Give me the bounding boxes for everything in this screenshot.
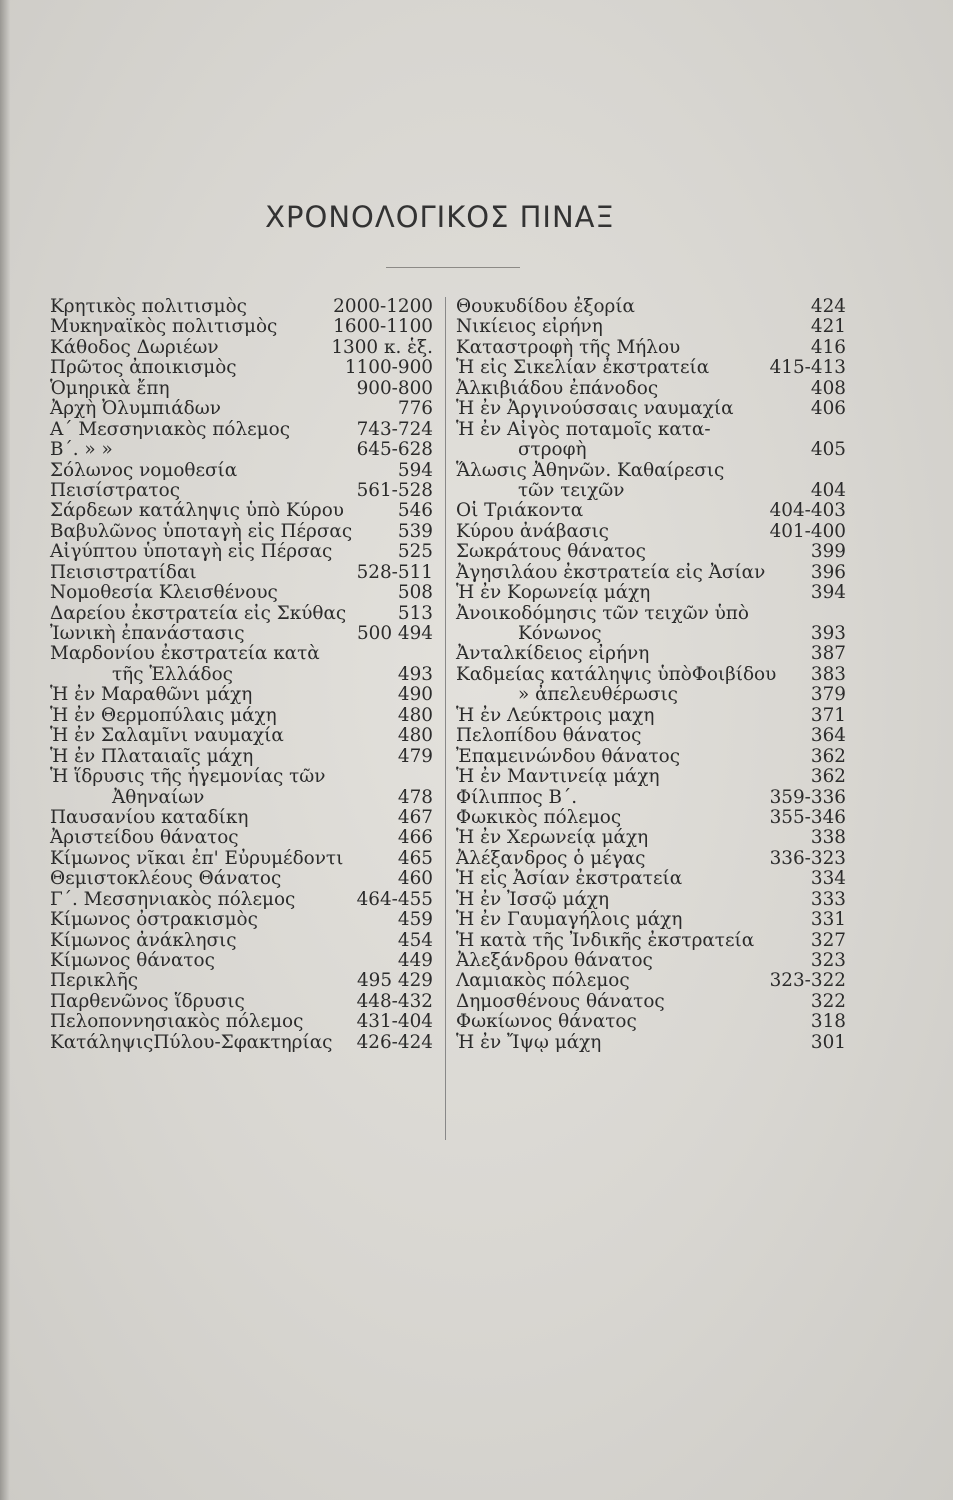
event-label: ΚατάληψιςΠύλου-Σφακτηρίας [50,1031,333,1053]
event-years: 528-511 [356,561,433,583]
event-years: 467 [397,806,433,828]
chronology-entry [50,481,433,501]
event-years: 493 [397,663,433,685]
event-years: 448-432 [356,990,433,1012]
event-years: 331 [810,909,846,931]
chronology-entry [456,399,846,419]
chronology-entry [50,767,433,787]
event-years: 323-322 [769,970,846,992]
event-label: Πελοποννησιακὸς πόλεμος [50,1011,304,1033]
event-label: Μαρδονίου ἐκστρατεία κατὰ [50,643,320,665]
chronology-entry [456,420,846,440]
chronology-entry [456,992,846,1012]
event-years: 1600-1100 [333,316,433,338]
chronology-entry [456,624,846,644]
event-label: Ἡ ἐν Μαραθῶνι μάχη [50,684,253,706]
event-label: Βαβυλῶνος ὑποταγὴ εἰς Πέρσας [50,520,353,542]
event-years: 404-403 [769,500,846,522]
event-label: Ἡ ἐν Θερμοπύλαις μάχη [50,704,277,726]
event-label: Πεισιστρατίδαι [50,561,197,583]
event-label: Ἀλκιβιάδου ἐπάνοδος [456,377,659,399]
chronology-entry [456,951,846,971]
event-label: Κίμωνος νῖκαι ἐπ' Εὐρυμέδοντι [50,847,344,869]
event-label: Θεμιστοκλέους Θάνατος [50,868,282,890]
event-years: 393 [810,623,846,644]
chronology-entry [456,481,846,501]
event-label: Ἰωνικὴ ἐπανάστασις [50,623,245,644]
event-years: 500 494 [356,623,433,644]
event-years: 460 [397,868,433,890]
event-label: Οἱ Τριάκοντα [456,500,584,522]
event-years: 338 [810,827,846,849]
chronology-entry [456,440,846,460]
chronology-entry [456,1033,846,1053]
chronology-entry [50,317,433,337]
event-years: 594 [397,459,433,481]
page-title: ΧΡΟΝΟΛΟΓΙΚΟΣ ΠΙΝΑΞ [265,200,615,234]
event-label: Φίλιππος Β΄. [456,786,578,808]
chronology-entry [456,542,846,562]
chronology-entry [50,420,433,440]
chronology-entry [50,461,433,481]
event-label: Ἅλωσις Ἀθηνῶν. Καθαίρεσις [456,459,725,481]
event-years: 561-528 [356,479,433,501]
event-years: 525 [397,541,433,563]
event-years: 513 [397,602,433,624]
event-label: Θουκυδίδου ἐξορία [456,296,635,317]
event-label: Καδμείας κατάληψις ὑπὸΦοιβίδου [456,663,777,685]
chronology-entry [456,828,846,848]
event-years: 466 [397,827,433,849]
chronology-entry [50,685,433,705]
right-chronology-column [456,297,846,1053]
chronology-entry [456,297,846,317]
event-years: 478 [397,786,433,808]
event-years: 362 [810,766,846,788]
event-label: Κρητικὸς πολιτισμὸς [50,296,247,317]
event-label: » ἀπελευθέρωσις [518,684,678,706]
chronology-entry [456,706,846,726]
chronology-entry [50,747,433,767]
chronology-entry [456,890,846,910]
event-years: 539 [397,520,433,542]
event-label: Ἡ ἐν Χερωνείᾳ μάχη [456,827,649,849]
event-years: 394 [810,582,846,604]
chronology-entry [456,358,846,378]
chronology-entry [50,501,433,521]
event-years: 454 [397,929,433,951]
chronology-entry [456,583,846,603]
chronology-entry [50,297,433,317]
event-years: 379 [810,684,846,706]
event-label: Σάρδεων κατάληψις ὑπὸ Κύρου [50,500,344,522]
chronology-entry [50,1012,433,1032]
event-years: 323 [810,950,846,971]
chronology-entry [456,644,846,664]
event-years: 415-413 [769,357,846,379]
event-label: Ἡ ἐν Κορωνείᾳ μάχη [456,582,651,604]
event-label: Πεισίστρατος [50,479,181,501]
event-label: Δημοσθένους θάνατος [456,990,665,1012]
chronology-entry [456,501,846,521]
event-years: 546 [397,500,433,522]
chronology-entry [50,931,433,951]
chronology-entry [50,358,433,378]
event-label: Πρῶτος ἀποικισμὸς [50,357,237,379]
event-label: Ἡ ἐν Λεύκτροις μαχη [456,704,655,726]
chronology-entry [50,624,433,644]
chronology-entry [456,788,846,808]
chronology-entry [456,808,846,828]
chronology-entry [456,379,846,399]
chronology-entry [50,399,433,419]
chronology-entry [456,317,846,337]
event-years: 424 [810,296,846,317]
chronology-entry [456,931,846,951]
chronology-entry [50,379,433,399]
chronology-entry [456,971,846,991]
event-label: Ὁμηρικὰ ἔπη [50,377,170,399]
chronology-entry [50,828,433,848]
chronology-entry [456,869,846,889]
chronology-entry [456,767,846,787]
chronology-entry [456,726,846,746]
event-years: 431-404 [356,1011,433,1033]
chronology-entry [456,338,846,358]
event-label: Σωκράτους θάνατος [456,541,646,563]
event-years: 449 [397,950,433,971]
event-label: Ἀρχὴ Ὀλυμπιάδων [50,398,221,420]
event-label: Ἀριστείδου θάνατος [50,827,239,849]
event-years: 396 [810,561,846,583]
chronology-entry [456,665,846,685]
event-label: Γ΄. Μεσσηνιακὸς πόλεμος [50,888,296,910]
event-label: Κάθοδος Δωριέων [50,336,219,358]
event-years: 421 [810,316,846,338]
event-label: Σόλωνος νομοθεσία [50,459,238,481]
event-years: 322 [810,990,846,1012]
event-years: 406 [810,398,846,420]
event-label: Παυσανίου καταδίκη [50,806,249,828]
chronology-entry [50,1033,433,1053]
event-years: 364 [810,725,846,747]
event-label: Περικλῆς [50,970,139,992]
chronology-entry [50,563,433,583]
event-label: Β΄. » » [50,439,113,461]
chronology-entry [50,849,433,869]
event-label: Ἀλέξανδρος ὁ μέγας [456,847,646,869]
event-label: Ἡ ἐν Αἰγὸς ποταμοῖς κατα- [456,418,711,440]
event-label: Κίμωνος θάνατος [50,950,215,971]
left-chronology-column [50,297,433,1053]
chronology-entry [50,992,433,1012]
chronology-entry [50,726,433,746]
chronology-entry [456,910,846,930]
event-years: 401-400 [769,520,846,542]
event-label: Ἡ ἵδρυσις τῆς ἡγεμονίας τῶν [50,766,326,788]
event-label: Ἡ κατὰ τῆς Ἰνδικῆς ἐκστρατεία [456,929,755,951]
event-label: Αἰγύπτου ὑποταγὴ εἰς Πέρσας [50,541,333,563]
event-label: Ἡ ἐν Ἰσσῷ μάχη [456,888,610,910]
event-label: Ἡ εἰς Σικελίαν ἐκστρατεία [456,357,710,379]
event-label: Ἡ ἐν Σαλαμῖνι ναυμαχία [50,725,284,747]
event-years: 404 [810,479,846,501]
event-label: Κίμωνος ὀστρακισμὸς [50,909,258,931]
event-years: 2000-1200 [333,296,433,317]
event-years: 318 [810,1011,846,1033]
event-years: 408 [810,377,846,399]
event-label: Κύρου ἀνάβασις [456,520,609,542]
chronology-entry [456,1012,846,1032]
chronology-entry [50,951,433,971]
event-years: 362 [810,745,846,767]
event-years: 334 [810,868,846,890]
event-years: 333 [810,888,846,910]
event-label: Καταστροφὴ τῆς Μήλου [456,336,681,358]
event-years: 387 [810,643,846,665]
event-years: 490 [397,684,433,706]
event-years: 399 [810,541,846,563]
chronology-entry [50,644,433,664]
event-years: 776 [397,398,433,420]
event-label: Δαρείου ἐκστρατεία εἰς Σκύθας [50,602,347,624]
event-years: 355-346 [769,806,846,828]
event-label: Φωκικὸς πόλεμος [456,806,622,828]
event-label: Ἀνοικοδόμησις τῶν τειχῶν ὑπὸ [456,602,749,624]
event-label: Λαμιακὸς πόλεμος [456,970,630,992]
event-label: Α΄ Μεσσηνιακὸς πόλεμος [50,418,290,440]
event-label: Ἀθηναίων [112,786,205,808]
event-years: 383 [810,663,846,685]
event-years: 480 [397,704,433,726]
chronology-entry [456,747,846,767]
chronology-entry [50,665,433,685]
chronology-entry [50,338,433,358]
event-label: Ἀγησιλάου ἐκστρατεία εἰς Ἀσίαν [456,561,766,583]
event-label: Νομοθεσία Κλεισθένους [50,582,278,604]
event-label: Μυκηναϊκὸς πολιτισμὸς [50,316,278,338]
event-years: 1300 κ. ἑξ. [331,336,433,358]
chronology-entry [456,849,846,869]
event-years: 479 [397,745,433,767]
chronology-entry [50,522,433,542]
event-years: 495 429 [356,970,433,992]
event-label: Ἡ ἐν Ἀργινούσσαις ναυμαχία [456,398,734,420]
event-label: Ἀλεξάνδρου θάνατος [456,950,653,971]
event-label: Ἀνταλκίδειος εἰρήνη [456,643,650,665]
event-label: Ἡ εἰς Ἀσίαν ἐκστρατεία [456,868,683,890]
chronology-entry [50,890,433,910]
event-years: 371 [810,704,846,726]
event-label: Ἡ ἐν Γαυμαγήλοις μάχη [456,909,683,931]
chronology-entry [50,604,433,624]
event-years: 426-424 [356,1031,433,1053]
event-years: 336-323 [769,847,846,869]
chronology-entry [50,706,433,726]
event-years: 1100-900 [344,357,433,379]
chronology-entry [50,971,433,991]
chronology-entry [456,522,846,542]
event-label: Κίμωνος ἀνάκλησις [50,929,237,951]
event-label: Φωκίωνος θάνατος [456,1011,637,1033]
event-label: Κόνωνος [518,623,602,644]
column-divider [445,297,446,1140]
chronology-entry [50,869,433,889]
event-label: Ἡ ἐν Πλαταιαῖς μάχη [50,745,254,767]
event-years: 508 [397,582,433,604]
event-label: τῶν τειχῶν [518,479,625,501]
event-years: 465 [397,847,433,869]
event-years: 359-336 [769,786,846,808]
event-years: 743-724 [356,418,433,440]
event-label: τῆς Ἑλλάδος [112,663,233,685]
chronology-entry [50,788,433,808]
event-years: 645-628 [356,439,433,461]
chronology-entry [50,808,433,828]
event-label: Πελοπίδου θάνατος [456,725,642,747]
event-years: 464-455 [356,888,433,910]
chronology-entry [456,604,846,624]
event-years: 405 [810,439,846,461]
event-years: 900-800 [356,377,433,399]
chronology-entry [456,685,846,705]
chronology-entry [50,910,433,930]
event-label: Ἡ ἐν Μαντινείᾳ μάχη [456,766,660,788]
event-label: Ἡ ἐν Ἴψῳ μάχη [456,1031,602,1053]
event-label: Παρθενῶνος ἵδρυσις [50,990,245,1012]
event-years: 416 [810,336,846,358]
chronology-entry [456,563,846,583]
event-years: 301 [810,1031,846,1053]
event-label: στροφὴ [518,439,587,461]
chronology-entry [456,461,846,481]
event-label: Νικίειος εἰρήνη [456,316,603,338]
event-years: 327 [810,929,846,951]
chronology-entry [50,440,433,460]
chronology-entry [50,583,433,603]
event-years: 480 [397,725,433,747]
title-rule [386,267,520,268]
event-years: 459 [397,909,433,931]
chronology-entry [50,542,433,562]
event-label: Ἐπαμεινώνδου θάνατος [456,745,681,767]
